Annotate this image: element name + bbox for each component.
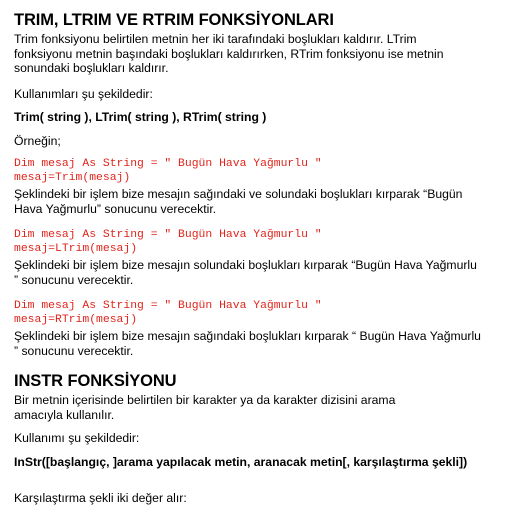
rtrim-example-explanation: Şeklindeki bir işlem bize mesajın sağındaki boşlukları kırparak “ Bugün Hava Yağmurlu ” sonucunu verecektir. <box>14 329 481 358</box>
ltrim-example-explanation: Şeklindeki bir işlem bize mesajın solundaki boşlukları kırparak “Bugün Hava Yağmurlu ” sonucunu verecektir. <box>14 258 477 287</box>
trim-usage-label: Kullanımları şu şekildedir: <box>14 87 153 101</box>
trim-example-code-line: Dim mesaj As String = " Bugün Hava Yağmurlu " <box>14 158 322 170</box>
ltrim-example-code-line: Dim mesaj As String = " Bugün Hava Yağmurlu " <box>14 229 322 241</box>
instr-heading: INSTR FONKSİYONU <box>14 372 177 390</box>
instr-usage-label: Kullanımı şu şekildedir: <box>14 431 140 445</box>
trim-syntax: Trim( string ), LTrim( string ), RTrim( string ) <box>14 110 267 124</box>
trim-example-explanation: Şeklindeki bir işlem bize mesajın sağındaki ve solundaki boşlukları kırparak “Bugün Hava Yağmurlu” sonucunu verecektir. <box>14 187 463 216</box>
trim-intro: Trim fonksiyonu belirtilen metnin her iki tarafındaki boşlukları kaldırır. LTrim fonksiyonu metnin başındaki boşlukları kaldırırken, RTrim fonksiyonu ise metnin sonundaki boşlukları kaldırır. <box>14 32 444 75</box>
instr-intro: Bir metnin içerisinde belirtilen bir karakter ya da karakter dizisini arama amacıyla kullanılır. <box>14 393 396 422</box>
instr-syntax: InStr([başlangıç, ]arama yapılacak metin, aranacak metin[, karşılaştırma şekli]) <box>14 455 468 469</box>
ltrim-example-code-line: mesaj=LTrim(mesaj) <box>14 243 138 255</box>
instr-compare-label: Karşılaştırma şekli iki değer alır: <box>14 491 187 505</box>
trim-example-code-line: mesaj=Trim(mesaj) <box>14 172 131 184</box>
rtrim-example-code-line: mesaj=RTrim(mesaj) <box>14 314 138 326</box>
trim-example-label: Örneğin; <box>14 134 61 148</box>
trim-heading: TRIM, LTRIM VE RTRIM FONKSİYONLARI <box>14 11 334 29</box>
rtrim-example-code-line: Dim mesaj As String = " Bugün Hava Yağmurlu " <box>14 300 322 312</box>
